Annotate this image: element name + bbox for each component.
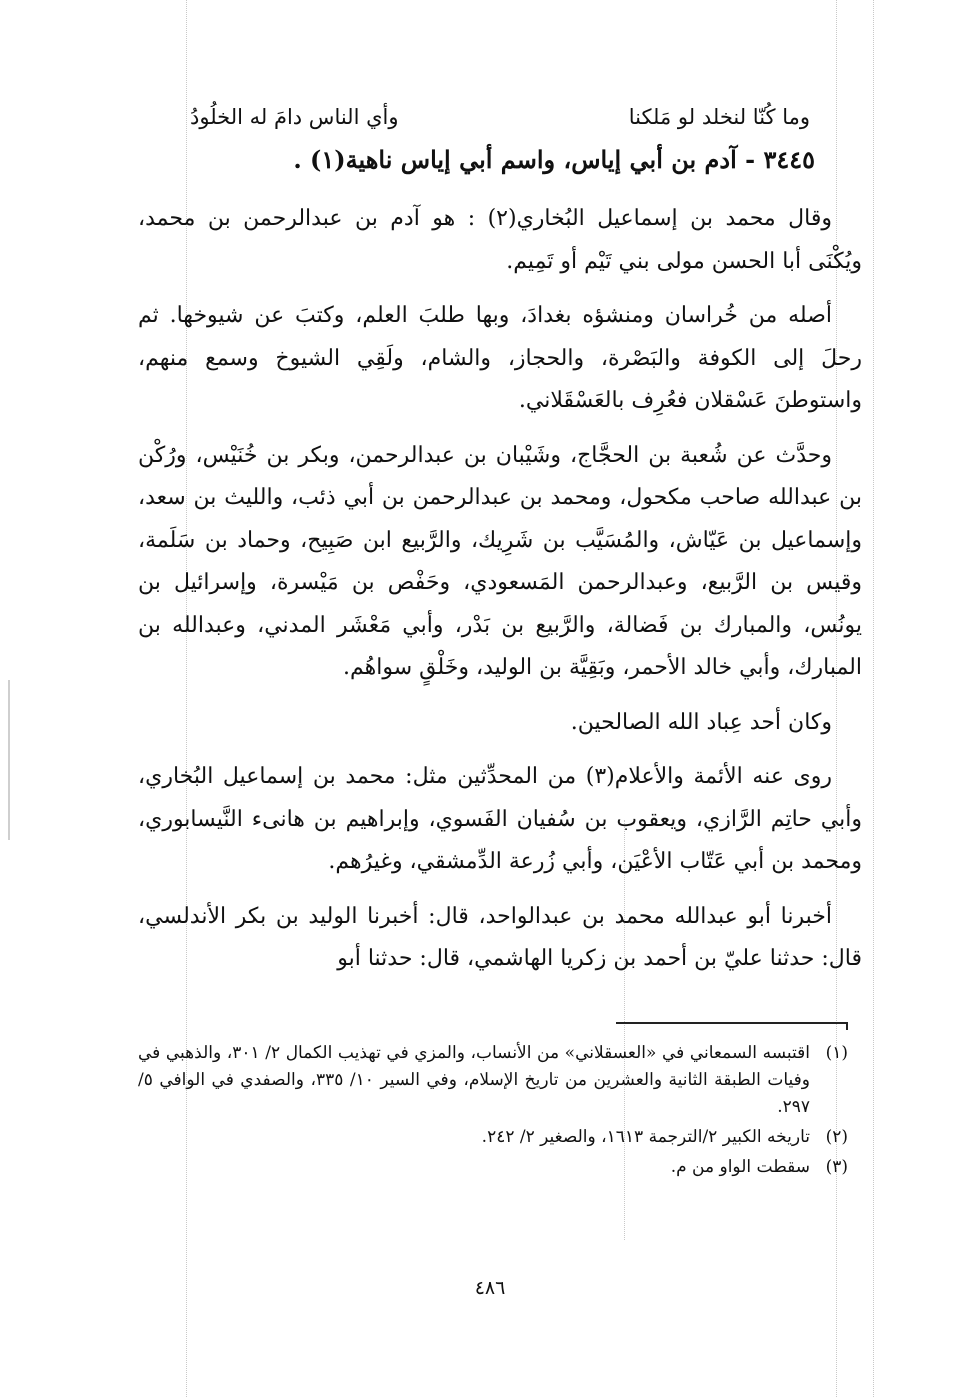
verse-left-hemistich: وأي الناس دامَ له الخلُودُ [190, 105, 399, 129]
scan-edge-mark [8, 680, 10, 840]
entry-heading: ٣٤٤٥ - آدم بن أبي إياس، واسم أبي إياس ناهية(١) . [293, 145, 815, 174]
paragraph: أخبرنا أبو عبدالله محمد بن عبدالواحد، قال: أخبرنا الوليد بن بكر الأندلسي، قال: حدثنا عليّ بن أحمد بن زكريا الهاشمي، قال: حدثنا أبو [138, 903, 862, 971]
footnotes [138, 1040, 848, 1184]
paragraph: روى عنه الأئمة والأعلام(٣) من المحدِّثين مثل: محمد بن إسماعيل البُخاري، وأبي حاتِم الرَّازي، ويعقوب بن سُفيان الفَسوي، وإبراهيم بن هانىء النَّيسابوري، ومحمد بن أبي عَتّاب الأعْيَن، وأبي زُرعة الدِّمشقي، وغيرُهم. [138, 764, 862, 874]
paragraph: وكان أحد عِباد الله الصالحين. [570, 709, 832, 735]
paragraph: وحدَّث عن شُعبة بن الحجَّاج، وشَيْبان بن عبدالرحمن، وبكر بن خُنَيْس، ورُكْن بن عبدالله صاحب مكحول، ومحمد بن عبدالرحمن بن أبي ذئب، والليث بن سعد، وإسماعيل بن عَيّاش، والمُسَيَّب بن شَرِيك، والرَّبيع ابن صَبِيح، وحماد بن سَلَمة، وقيس بن الرَّبيع، وعبدالرحمن المَسعودي، وحَفْص بن مَيْسرة، وإسرائيل بن يونُس، والمبارك بن فَضالة، والرَّبيع بن بَدْر، وأبي مَعْشَر المدني، وعبدالله بن المبارك، وأبي خالد الأحمر، وبَقِيَّة بن الوليد، وخَلْقٍ سواهُم. [138, 442, 862, 680]
footnote [138, 1154, 848, 1181]
footnote-text: تاريخه الكبير ٢/الترجمة ١٦١٣، والصغير ٢/ ٢٤٢. [481, 1127, 810, 1147]
footnote [138, 1124, 848, 1151]
scan-artifact-line [873, 0, 874, 1397]
verse-right-hemistich: وما كُنّا لنخلد لو مَلكنا [628, 105, 810, 129]
footnote-number: (١) [825, 1043, 848, 1063]
page-number: ٤٨٦ [474, 1277, 506, 1299]
footnote-number: (٢) [825, 1127, 848, 1147]
paragraph: أصله من خُراسان ومنشؤه بغدادَ، وبها طلبَ العلم، وكتبَ عن شيوخها. ثم رحلَ إلى الكوفة والبَصْرة، والحجاز، والشام، ولَقِي الشيوخ وسمع منهم، واستوطنَ عَسْقلان فعُرِف بالعَسْقَلاني. [138, 303, 862, 413]
footnote-text: سقطت الواو من م. [670, 1157, 810, 1177]
footnote-separator-tick [846, 1022, 848, 1030]
footnote-separator [616, 1022, 848, 1024]
paragraph: وقال محمد بن إسماعيل البُخاري(٢) : هو آدم بن عبدالرحمن بن محمد، ويُكْنَى أبا الحسن مولى بني تَيْم أو تَمِيم. [138, 206, 862, 274]
footnote [138, 1040, 848, 1121]
poetry-verse [190, 102, 810, 132]
body-text [138, 198, 862, 993]
footnote-number: (٣) [825, 1157, 848, 1177]
footnote-text: اقتبسه السمعاني في «العسقلاني» من الأنساب، والمزي في تهذيب الكمال ٢/ ٣٠١، والذهبي في وفيات الطبقة الثانية والعشرين من تاريخ الإسلام، وفي السير ١٠/ ٣٣٥، والصفدي في الوافي ٥/ ٢٩٧. [138, 1043, 811, 1117]
